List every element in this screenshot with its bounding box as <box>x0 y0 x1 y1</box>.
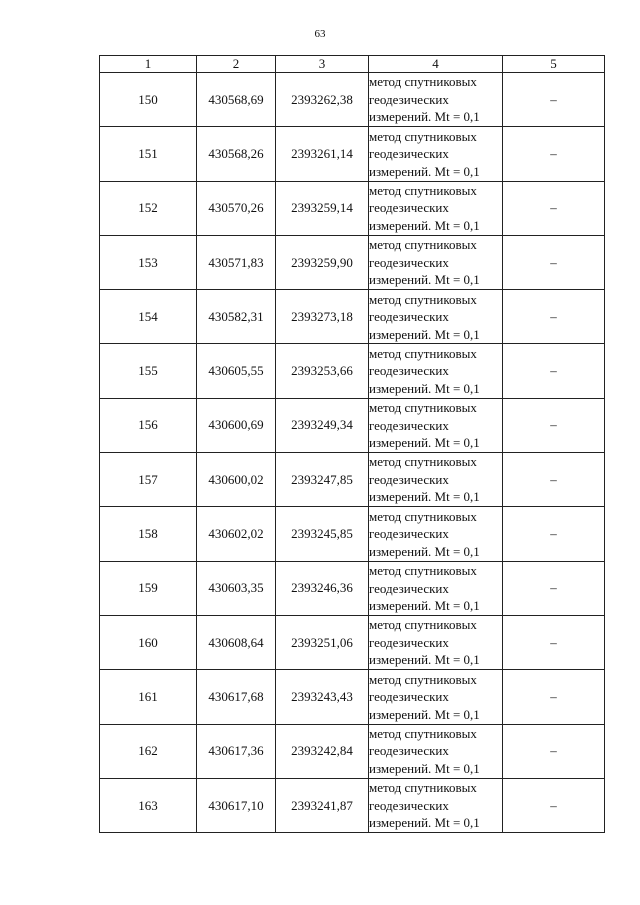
x-coordinate-cell: 430568,69 <box>197 73 276 127</box>
y-coordinate-cell: 2393246,36 <box>276 561 369 615</box>
note-cell: – <box>503 73 605 127</box>
method-line: измерений. Mt = 0,1 <box>369 543 480 559</box>
note-cell: – <box>503 670 605 724</box>
method-line: метод спутниковых <box>369 237 477 253</box>
method-line: геодезических <box>369 417 449 433</box>
point-number-cell: 152 <box>100 181 197 235</box>
table-row <box>100 507 605 561</box>
method-line: геодезических <box>369 580 449 596</box>
note-cell: – <box>503 561 605 615</box>
table-row <box>100 398 605 452</box>
y-coordinate-cell: 2393253,66 <box>276 344 369 398</box>
y-coordinate-cell: 2393273,18 <box>276 290 369 344</box>
x-coordinate-cell: 430617,36 <box>197 724 276 778</box>
method-line: метод спутниковых <box>369 725 477 741</box>
x-coordinate-cell: 430582,31 <box>197 290 276 344</box>
method-cell <box>369 561 503 615</box>
note-cell: – <box>503 344 605 398</box>
method-line: геодезических <box>369 91 449 107</box>
method-line: измерений. Mt = 0,1 <box>369 109 480 125</box>
y-coordinate-cell: 2393262,38 <box>276 73 369 127</box>
method-line: измерений. Mt = 0,1 <box>369 815 480 831</box>
point-number-cell: 163 <box>100 778 197 832</box>
method-cell <box>369 344 503 398</box>
table-row <box>100 290 605 344</box>
method-cell <box>369 181 503 235</box>
note-cell: – <box>503 778 605 832</box>
column-header-4: 4 <box>369 56 503 73</box>
table-header-row <box>100 56 605 73</box>
point-number-cell: 150 <box>100 73 197 127</box>
column-header-2: 2 <box>197 56 276 73</box>
point-number-cell: 153 <box>100 235 197 289</box>
table-row <box>100 344 605 398</box>
method-line: метод спутниковых <box>369 345 477 361</box>
method-cell <box>369 670 503 724</box>
note-cell: – <box>503 507 605 561</box>
method-cell <box>369 235 503 289</box>
point-number-cell: 158 <box>100 507 197 561</box>
method-cell <box>369 453 503 507</box>
method-line: геодезических <box>369 254 449 270</box>
method-line: метод спутниковых <box>369 128 477 144</box>
note-cell: – <box>503 235 605 289</box>
table-row <box>100 453 605 507</box>
method-line: геодезических <box>369 797 449 813</box>
method-cell <box>369 127 503 181</box>
table-row <box>100 670 605 724</box>
method-line: метод спутниковых <box>369 182 477 198</box>
table-row <box>100 73 605 127</box>
y-coordinate-cell: 2393261,14 <box>276 127 369 181</box>
method-line: геодезических <box>369 309 449 325</box>
method-line: измерений. Mt = 0,1 <box>369 760 480 776</box>
method-line: измерений. Mt = 0,1 <box>369 489 480 505</box>
table-row <box>100 181 605 235</box>
y-coordinate-cell: 2393243,43 <box>276 670 369 724</box>
point-number-cell: 154 <box>100 290 197 344</box>
point-number-cell: 159 <box>100 561 197 615</box>
y-coordinate-cell: 2393251,06 <box>276 615 369 669</box>
method-line: метод спутниковых <box>369 780 477 796</box>
x-coordinate-cell: 430568,26 <box>197 127 276 181</box>
column-header-1: 1 <box>100 56 197 73</box>
note-cell: – <box>503 181 605 235</box>
method-line: метод спутниковых <box>369 74 477 90</box>
method-line: измерений. Mt = 0,1 <box>369 272 480 288</box>
method-cell <box>369 724 503 778</box>
method-line: геодезических <box>369 743 449 759</box>
page-number: 63 <box>314 28 326 40</box>
method-line: геодезических <box>369 689 449 705</box>
note-cell: – <box>503 127 605 181</box>
table-row <box>100 615 605 669</box>
method-cell <box>369 73 503 127</box>
method-line: геодезических <box>369 363 449 379</box>
method-line: измерений. Mt = 0,1 <box>369 652 480 668</box>
note-cell: – <box>503 290 605 344</box>
method-line: метод спутниковых <box>369 508 477 524</box>
method-line: измерений. Mt = 0,1 <box>369 598 480 614</box>
x-coordinate-cell: 430602,02 <box>197 507 276 561</box>
point-number-cell: 162 <box>100 724 197 778</box>
method-line: метод спутниковых <box>369 400 477 416</box>
method-line: геодезических <box>369 634 449 650</box>
point-number-cell: 160 <box>100 615 197 669</box>
method-line: геодезических <box>369 146 449 162</box>
table-row <box>100 724 605 778</box>
x-coordinate-cell: 430617,68 <box>197 670 276 724</box>
method-cell <box>369 507 503 561</box>
x-coordinate-cell: 430600,02 <box>197 453 276 507</box>
table-body <box>100 73 605 833</box>
method-cell <box>369 778 503 832</box>
method-line: метод спутниковых <box>369 617 477 633</box>
y-coordinate-cell: 2393241,87 <box>276 778 369 832</box>
point-number-cell: 157 <box>100 453 197 507</box>
y-coordinate-cell: 2393259,14 <box>276 181 369 235</box>
method-cell <box>369 398 503 452</box>
x-coordinate-cell: 430608,64 <box>197 615 276 669</box>
point-number-cell: 151 <box>100 127 197 181</box>
point-number-cell: 161 <box>100 670 197 724</box>
method-line: геодезических <box>369 526 449 542</box>
table-row <box>100 127 605 181</box>
table-row <box>100 561 605 615</box>
y-coordinate-cell: 2393245,85 <box>276 507 369 561</box>
x-coordinate-cell: 430605,55 <box>197 344 276 398</box>
column-header-5: 5 <box>503 56 605 73</box>
note-cell: – <box>503 615 605 669</box>
column-header-3: 3 <box>276 56 369 73</box>
y-coordinate-cell: 2393242,84 <box>276 724 369 778</box>
method-line: метод спутниковых <box>369 291 477 307</box>
method-cell <box>369 290 503 344</box>
method-line: измерений. Mt = 0,1 <box>369 706 480 722</box>
point-number-cell: 156 <box>100 398 197 452</box>
y-coordinate-cell: 2393249,34 <box>276 398 369 452</box>
method-line: метод спутниковых <box>369 563 477 579</box>
note-cell: – <box>503 724 605 778</box>
coordinates-table <box>99 55 605 833</box>
method-cell <box>369 615 503 669</box>
point-number-cell: 155 <box>100 344 197 398</box>
y-coordinate-cell: 2393259,90 <box>276 235 369 289</box>
table-row <box>100 235 605 289</box>
method-line: метод спутниковых <box>369 454 477 470</box>
x-coordinate-cell: 430617,10 <box>197 778 276 832</box>
x-coordinate-cell: 430603,35 <box>197 561 276 615</box>
note-cell: – <box>503 398 605 452</box>
x-coordinate-cell: 430571,83 <box>197 235 276 289</box>
method-line: измерений. Mt = 0,1 <box>369 163 480 179</box>
method-line: измерений. Mt = 0,1 <box>369 380 480 396</box>
method-line: измерений. Mt = 0,1 <box>369 217 480 233</box>
x-coordinate-cell: 430600,69 <box>197 398 276 452</box>
method-line: метод спутниковых <box>369 671 477 687</box>
note-cell: – <box>503 453 605 507</box>
y-coordinate-cell: 2393247,85 <box>276 453 369 507</box>
method-line: измерений. Mt = 0,1 <box>369 435 480 451</box>
method-line: геодезических <box>369 471 449 487</box>
method-line: геодезических <box>369 200 449 216</box>
method-line: измерений. Mt = 0,1 <box>369 326 480 342</box>
x-coordinate-cell: 430570,26 <box>197 181 276 235</box>
table-row <box>100 778 605 832</box>
